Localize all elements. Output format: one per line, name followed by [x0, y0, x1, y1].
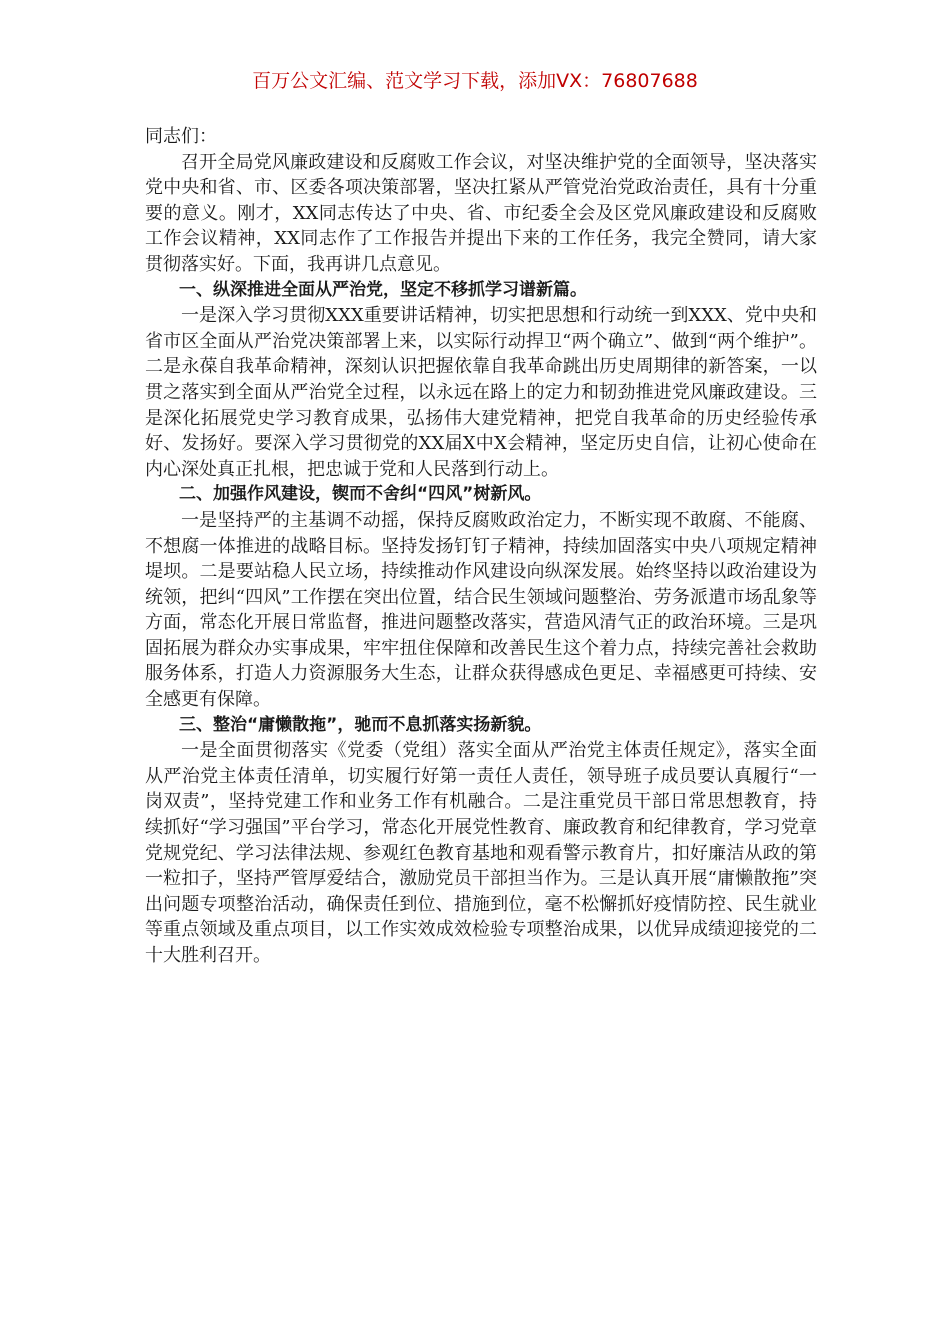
- section-heading-2: 二、加强作风建设，锲而不舍纠“四风”树新风。: [179, 484, 542, 505]
- speech-body: [145, 124, 817, 969]
- section-heading-3: 三、整治“庸懒散拖”，驰而不息抓落实扬新貌。: [179, 714, 542, 735]
- download-banner: 百万公文汇编、范文学习下载，添加VX：76807688: [252, 70, 698, 92]
- section-body-1: 一是深入学习贯彻XXX重要讲话精神，切实把思想和行动统一到XXX、党中央和省市区全面从严治党决策部署上来，以实际行动捍卫“两个确立”、做到“两个维护”。二是永葆自我革命精神，深刻认识把握依靠自我革命跳出历史周期律的新答案，一以贯之落实到全面从严治党全过程，以永远在路上的定力和韧劲推进党风廉政建设。三是深化拓展党史学习教育成果，弘扬伟大建党精神，把党自我革命的历史经验传承好、发扬好。要深入学习贯彻党的XX届X中X会精神，坚定历史自信，让初心使命在内心深处真正扎根，把忠诚于党和人民落到行动上。: [145, 305, 817, 480]
- section-body-3: 一是全面贯彻落实《党委（党组）落实全面从严治党主体责任规定》，落实全面从严治党主体责任清单，切实履行好第一责任人责任，领导班子成员要认真履行“一岗双责”，坚持党建工作和业务工作有机融合。二是注重党员干部日常思想教育，持续抓好“学习强国”平台学习，常态化开展党性教育、廉政教育和纪律教育，学习党章党规党纪、学习法律法规、参观红色教育基地和观看警示教育片，扣好廉洁从政的第一粒扣子，坚持严管厚爱结合，激励党员干部担当作为。三是认真开展“庸懒散拖”突出问题专项整治活动，确保责任到位、措施到位，毫不松懈抓好疫情防控、民生就业等重点领域及重点项目，以工作实效成效检验专项整治成果，以优异成绩迎接党的二十大胜利召开。: [145, 740, 817, 966]
- section-heading-1: 一、纵深推进全面从严治党，坚定不移抓学习谱新篇。: [179, 279, 587, 300]
- intro-paragraph: 召开全局党风廉政建设和反腐败工作会议，对坚决维护党的全面领导，坚决落实党中央和省、市、区委各项决策部署，坚决扛紧从严管党治党政治责任，具有十分重要的意义。刚才，XX同志传达了中央、省、市纪委全会及区党风廉政建设和反腐败工作会议精神，XX同志作了工作报告并提出下来的工作任务，我完全赞同，请大家贯彻落实好。下面，我再讲几点意见。: [145, 151, 817, 275]
- salutation: 同志们：: [145, 126, 217, 147]
- section-body-2: 一是坚持严的主基调不动摇，保持反腐败政治定力，不断实现不敢腐、不能腐、不想腐一体推进的战略目标。坚持发扬钉钉子精神，持续加固落实中央八项规定精神堤坝。二是要站稳人民立场，持续推动作风建设向纵深发展。始终坚持以政治建设为统领，把纠“四风”工作摆在突出位置，结合民生领域问题整治、劳务派遣市场乱象等方面，常态化开展日常监督，推进问题整改落实，营造风清气正的政治环境。三是巩固拓展为群众办实事成果，牢牢扭住保障和改善民生这个着力点，持续完善社会救助服务体系，打造人力资源服务大生态，让群众获得感成色更足、幸福感更可持续、安全感更有保障。: [145, 509, 817, 711]
